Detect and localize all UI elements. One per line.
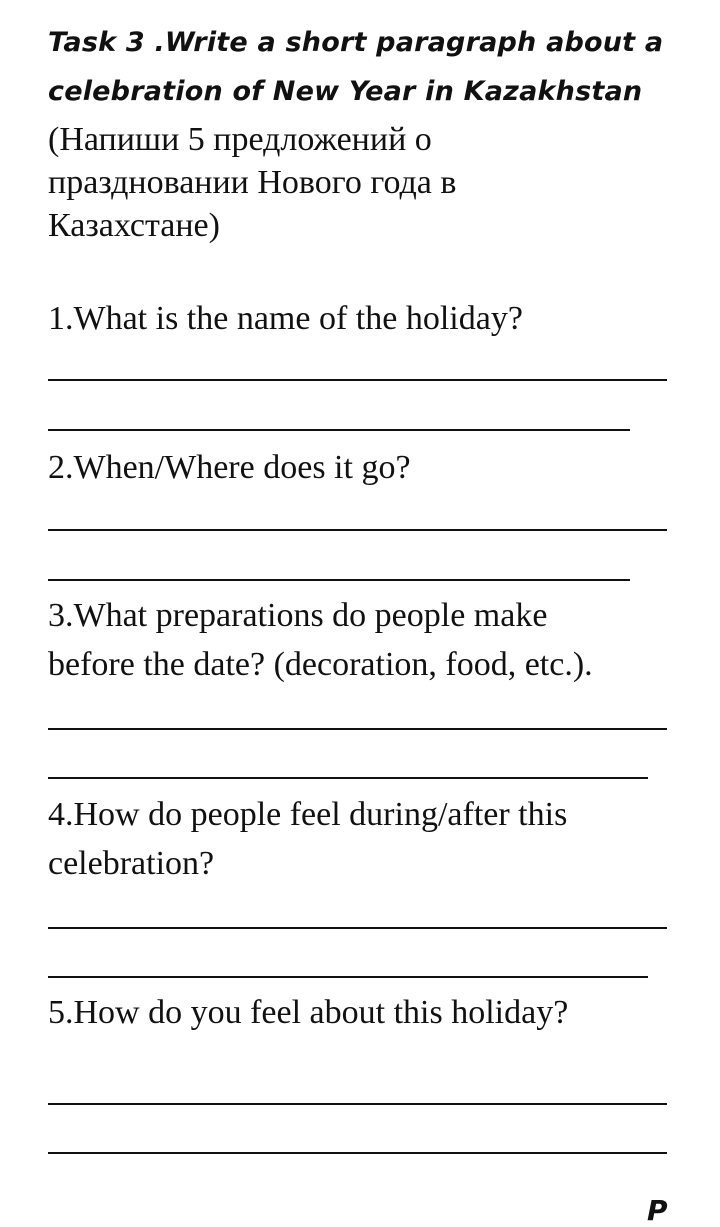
answer-line-3a[interactable]	[48, 728, 667, 730]
answer-line-4a[interactable]	[48, 927, 667, 929]
question-3-text-line-2: before the date? (decoration, food, etc.).	[48, 646, 593, 683]
page-corner-mark: P	[647, 1194, 668, 1227]
answer-line-4b[interactable]	[48, 976, 648, 978]
russian-instruction-line-2: праздновании Нового года в	[48, 164, 457, 201]
question-5	[48, 988, 698, 1037]
question-5-text: 5.How do you feel about this holiday?	[48, 994, 569, 1031]
task-heading-line-1: Task 3 .Write a short paragraph about a	[48, 27, 664, 58]
task-heading	[48, 18, 688, 116]
answer-line-1a[interactable]	[48, 379, 667, 381]
russian-instruction	[48, 118, 688, 247]
question-3-text-line-1: 3.What preparations do people make	[48, 597, 548, 634]
answer-line-1b[interactable]	[48, 429, 630, 431]
russian-instruction-line-3: Казахстане)	[48, 207, 220, 244]
answer-line-5b[interactable]	[48, 1152, 667, 1154]
question-2-text: 2.When/Where does it go?	[48, 449, 411, 486]
question-1	[48, 294, 698, 343]
question-3	[48, 591, 698, 689]
question-4-text-line-2: celebration?	[48, 845, 215, 882]
answer-line-2a[interactable]	[48, 529, 667, 531]
question-1-text: 1.What is the name of the holiday?	[48, 300, 523, 337]
answer-line-2b[interactable]	[48, 579, 630, 581]
answer-line-5a[interactable]	[48, 1103, 667, 1105]
answer-line-3b[interactable]	[48, 777, 648, 779]
task-heading-line-2: celebration of New Year in Kazakhstan	[48, 76, 643, 107]
russian-instruction-line-1: (Напиши 5 предложений о	[48, 121, 432, 158]
question-4-text-line-1: 4.How do people feel during/after this	[48, 796, 568, 833]
question-4	[48, 790, 698, 888]
question-2	[48, 443, 698, 492]
